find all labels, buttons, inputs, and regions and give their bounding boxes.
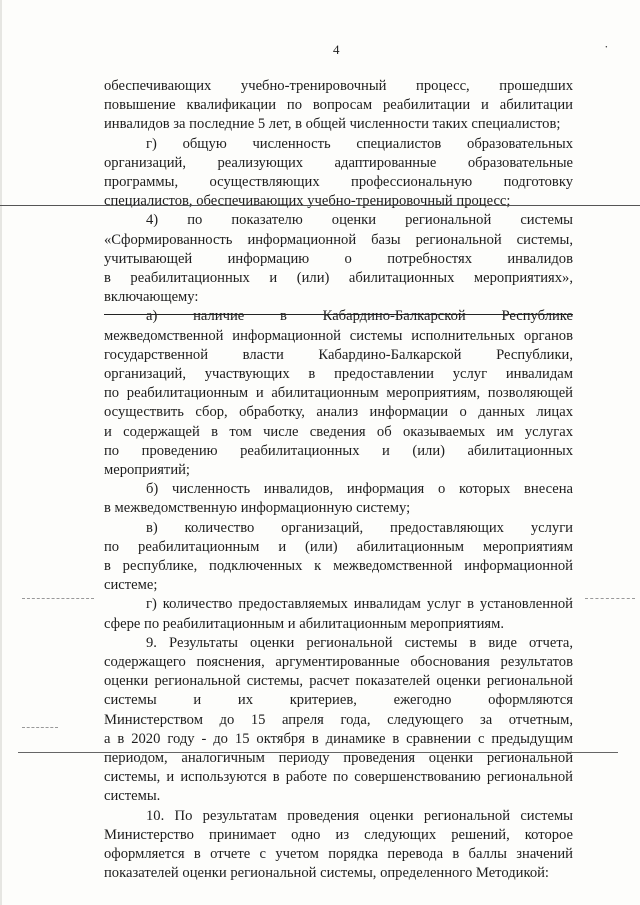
text-line: а) наличие в Кабардино-Балкарской Республике: [146, 308, 573, 325]
text-line: в республике, подключенных к межведомственной информационной: [104, 558, 573, 574]
text-line: 10. По результатам проведения оценки региональной системы: [146, 807, 573, 824]
text-line: государственной власти Кабардино-Балкарской Республики,: [104, 346, 573, 363]
text-line: в межведомственную информационную систему;: [104, 500, 411, 517]
margin-dash-left-2: [22, 727, 58, 728]
text-line: учитывающей информацию о потребностях инвалидов: [104, 250, 573, 267]
text-line: содержащего пояснения, аргументированные обоснования результатов: [104, 654, 573, 670]
text-line: межведомственной информационной системы исполнительных органов: [104, 327, 573, 344]
text-line: б) численность инвалидов, информация о которых внесена: [146, 481, 573, 498]
text-line: повышение квалификации по вопросам реабилитации и абилитации: [104, 97, 573, 114]
text-line: в) количество организаций, предоставляющих услуги: [146, 519, 573, 536]
text-line: 9. Результаты оценки региональной системы в виде отчета,: [146, 634, 573, 651]
text-line: периодом, аналогичным периоду проведения оценки региональной: [104, 750, 573, 766]
underline-strike: [104, 314, 573, 315]
text-line: и содержащей в том числе сведения об оказываемых им услугах: [104, 423, 573, 440]
scan-left-edge: [0, 0, 2, 905]
text-line: мероприятий;: [104, 462, 190, 478]
text-line: сфере по реабилитационным и абилитационным мероприятиям.: [104, 615, 505, 632]
text-line: по проведению реабилитационных и (или) абилитационных: [104, 442, 573, 459]
text-line: системы.: [104, 788, 161, 805]
text-line: по реабилитационным и абилитационным мероприятиям, позволяющей: [104, 385, 573, 402]
text-line: «Сформированность информационной базы региональной системы,: [104, 231, 573, 248]
text-line: Министерством до 15 апреля года, следующего за отчетным,: [104, 711, 573, 728]
margin-dash-left: [22, 598, 94, 599]
page-number: 4: [333, 42, 340, 57]
text-line: оценки региональной системы, расчет показателей оценки региональной: [104, 673, 573, 690]
scan-mark: ˙: [604, 44, 609, 59]
text-line: по реабилитационным и (или) абилитационным мероприятиям: [104, 538, 573, 555]
text-line: 4) по показателю оценки региональной системы: [146, 212, 573, 229]
text-line: оформляется в отчете с учетом порядка перевода в баллы значений: [104, 846, 573, 862]
text-line: показателей оценки региональной системы, определенного Методикой:: [104, 865, 549, 882]
text-line: программы, осуществляющих профессиональную подготовку: [104, 174, 573, 190]
text-line: инвалидов за последние 5 лет, в общей численности таких специалистов;: [104, 116, 561, 133]
text-line: включающему:: [104, 289, 199, 306]
text-line: а в 2020 году - до 15 октября в динамике в сравнении с предыдущим: [104, 730, 573, 747]
text-line: г) количество предоставляемых инвалидам услуг в установленной: [146, 596, 573, 613]
margin-dash-right: [585, 598, 635, 599]
separator-line: [0, 205, 640, 206]
text-line: в реабилитационных и (или) абилитационных мероприятиях»,: [104, 270, 573, 286]
text-line: организаций, реализующих адаптированные образовательные: [104, 154, 573, 171]
text-line: системы, и используются в работе по совершенствованию региональной: [104, 769, 573, 786]
text-line: обеспечивающих учебно-тренировочный процесс, прошедших: [104, 78, 573, 94]
text-line: системы и их критериев, ежегодно оформляются: [104, 692, 573, 709]
text-line: специалистов, обеспечивающих учебно-тренировочный процесс;: [104, 193, 511, 210]
text-line: г) общую численность специалистов образовательных: [146, 135, 573, 152]
text-line: системе;: [104, 577, 158, 594]
text-line: организаций, участвующих в предоставлении услуг инвалидам: [104, 366, 573, 382]
text-line: Министерство принимает одно из следующих решений, которое: [104, 826, 573, 843]
underline-strike-2: [18, 752, 618, 753]
text-line: осуществить сбор, обработку, анализ информации о данных лицах: [104, 404, 573, 421]
